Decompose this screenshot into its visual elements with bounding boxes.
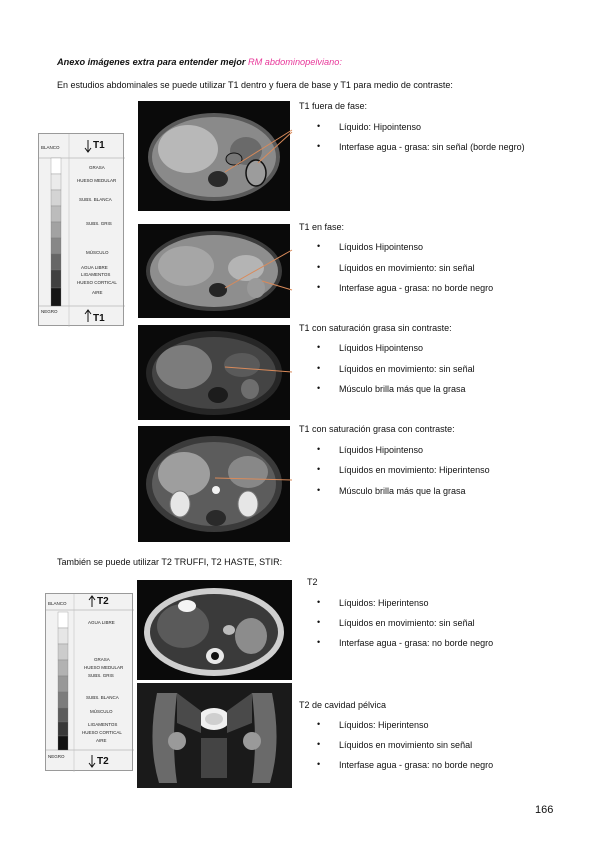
- mri-t2-pelvic-coronal: [137, 683, 292, 788]
- section-title: T1 con saturación grasa con contraste:: [299, 424, 455, 434]
- t2-intensity-scale: [45, 593, 133, 771]
- t1-scale-item: MÚSCULO: [86, 250, 109, 255]
- t1-scale-bottom-title: T1: [93, 313, 105, 324]
- t2-scale-item: AIRE: [96, 738, 107, 743]
- bullet-item: • Músculo brilla más que la grasa: [339, 384, 466, 394]
- heading-main: Anexo imágenes extra para entender mejor: [57, 57, 248, 67]
- bullet-item: • Líquidos Hipointenso: [339, 242, 423, 252]
- intro-t1: En estudios abdominales se puede utilizar T1 dentro y fuera de base y T1 para medio de contraste:: [57, 80, 453, 90]
- bullet-item: • Líquidos Hipointenso: [339, 445, 423, 455]
- t2-scale-item: SUBS. GRIS: [88, 673, 114, 678]
- bullet-item: • Líquidos en movimiento sin señal: [339, 740, 472, 750]
- bullet-item: • Líquidos en movimiento: sin señal: [339, 364, 475, 374]
- intro-t2: También se puede utilizar T2 TRUFFI, T2 HASTE, STIR:: [57, 557, 283, 567]
- t2-scale-bottom-title: T2: [97, 756, 109, 767]
- t2-scale-item: HUESO CORTICAL: [82, 730, 122, 735]
- t2-scale-top-label: BLANCO: [48, 601, 67, 606]
- section-title: T2 de cavidad pélvica: [299, 700, 387, 710]
- t1-scale-item: HUESO CORTICAL: [77, 280, 117, 285]
- t2-scale-item: HUESO MEDULAR: [84, 665, 124, 670]
- t2-scale-top-title: T2: [97, 596, 109, 607]
- bullet-item: • Líquidos en movimiento: Hiperintenso: [339, 465, 490, 475]
- t1-scale-bottom-label: NEGRO: [41, 309, 58, 314]
- t1-scale-item: HUESO MEDULAR: [77, 178, 117, 183]
- bullet-item: • Líquidos Hipointenso: [339, 343, 423, 353]
- t1-scale-item: SUBS. BLANCA: [79, 197, 112, 202]
- bullet-item: • Líquidos: Hiperintenso: [339, 598, 429, 608]
- bullet-item: • Interfase agua - grasa: no borde negro: [339, 283, 493, 293]
- bullet-item: • Líquidos en movimiento: sin señal: [339, 263, 475, 273]
- t1-scale-item: AIRE: [92, 290, 103, 295]
- t2-scale-item: SUBS. BLANCA: [86, 695, 119, 700]
- page-number: 166: [535, 804, 554, 816]
- t2-scale-bottom-label: NEGRO: [48, 754, 65, 759]
- mri-t2-axial: [137, 580, 292, 680]
- bullet-item: • Músculo brilla más que la grasa: [339, 486, 466, 496]
- bullet-item: • Interfase agua - grasa: sin señal (borde negro): [339, 142, 525, 152]
- section-title: T1 fuera de fase:: [299, 101, 368, 111]
- section-title: T1 con saturación grasa sin contraste:: [299, 323, 452, 333]
- section-title: T2: [307, 577, 318, 587]
- t2-scale-item: GRASA: [94, 657, 110, 662]
- bullet-item: • Líquidos: Hiperintenso: [339, 720, 429, 730]
- t1-scale-top-title: T1: [93, 140, 105, 151]
- t2-scale-item: AGUA LIBRE: [88, 620, 115, 625]
- t1-scale-item: LIGAMENTOS: [81, 272, 111, 277]
- bullet-item: • Interfase agua - grasa: no borde negro: [339, 760, 493, 770]
- heading-highlight: RM abdominopelviano:: [247, 57, 342, 67]
- t1-scale-top-label: BLANCO: [41, 145, 60, 150]
- t2-scale-item: MÚSCULO: [90, 709, 113, 714]
- bullet-item: • Líquido: Hipointenso: [339, 122, 421, 132]
- t1-scale-item: AGUA LIBRE: [81, 265, 108, 270]
- t1-scale-item: GRASA: [89, 165, 105, 170]
- t1-scale-item: SUBS. GRIS: [86, 221, 112, 226]
- section-title: T1 en fase:: [299, 222, 345, 232]
- bullet-item: • Líquidos en movimiento: sin señal: [339, 618, 475, 628]
- bullet-item: • Interfase agua - grasa: no borde negro: [339, 638, 493, 648]
- t2-scale-item: LIGAMENTOS: [88, 722, 118, 727]
